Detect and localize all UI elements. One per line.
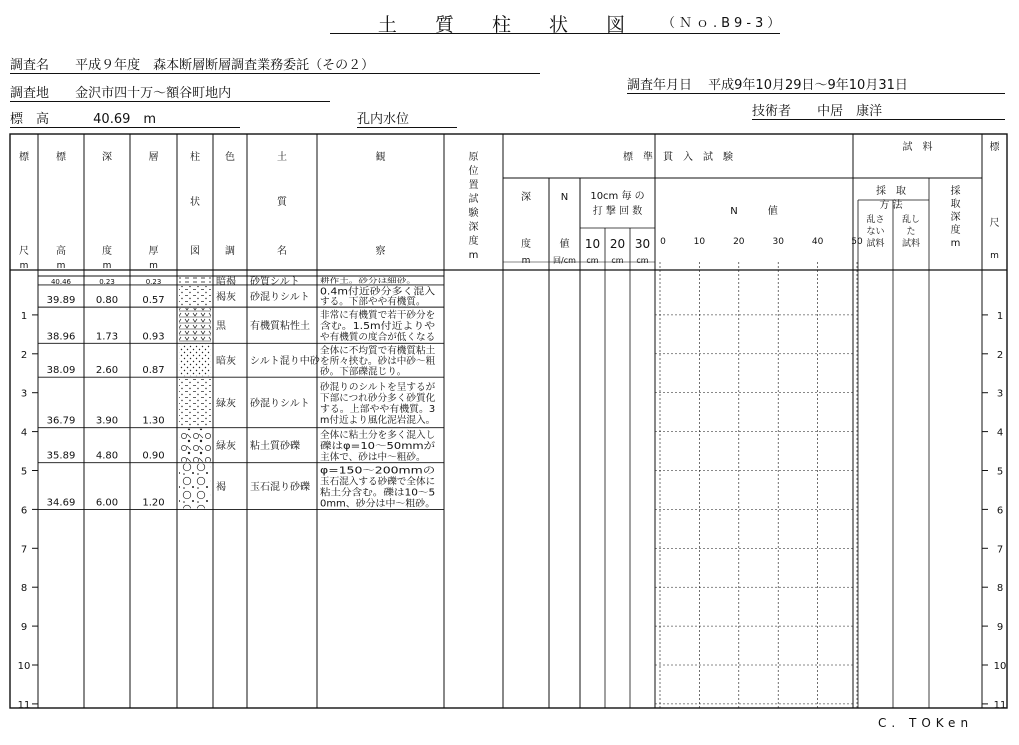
layer-elevation: 38.96 <box>46 331 76 343</box>
col-sample-undisturbed: ない <box>866 227 885 237</box>
layer-depth: 1.73 <box>95 331 119 343</box>
site-name: 金沢市四十万～額谷町地内 <box>75 86 232 101</box>
layer-color: 黒 <box>216 321 226 333</box>
col-spt-blow-30: 30 <box>634 237 651 251</box>
date-label: 調査年月日 <box>627 78 693 93</box>
n-value-tick: 30 <box>772 237 784 247</box>
layer-pattern <box>179 378 211 427</box>
col-spt-title: 標 準 貫 入 試 験 <box>623 152 733 163</box>
col-scale-right: 標 <box>989 142 1000 153</box>
scale-mark-right: 7 <box>996 544 1004 556</box>
col-observation: 観 <box>375 152 386 163</box>
col-thickness: 厚 <box>148 246 159 257</box>
col-spt-depth: 度 <box>521 239 531 250</box>
col-soil: 質 <box>277 197 287 208</box>
layer-observation: 0mm、砂分は中～粗砂。 <box>320 498 431 510</box>
layer-soil-name: 砂混りシルト <box>250 398 310 410</box>
scale-mark-right: 6 <box>996 505 1004 517</box>
col-spt-blow-20: 20 <box>609 237 626 251</box>
col-insitu-depth: 深 <box>468 222 479 233</box>
col-insitu-depth: 置 <box>468 180 479 191</box>
col-color: 色 <box>225 152 235 163</box>
col-insitu-depth: 原 <box>468 152 479 163</box>
scale-mark-left: 6 <box>20 505 28 517</box>
layer-observation: m付近より風化泥岩混入。 <box>320 414 434 426</box>
company-mark: C. TOKen <box>878 716 974 730</box>
layer-observation: 非常に有機質で若干砂分を <box>320 310 435 322</box>
col-color: 調 <box>225 246 235 257</box>
col-depth: 深 <box>102 152 112 163</box>
col-elevation: 標 <box>56 152 66 163</box>
layer-soil-name: シルト混り中砂 <box>250 356 320 368</box>
layer-elevation: 38.09 <box>46 365 76 377</box>
col-spt-blow-unit: cm <box>611 256 624 265</box>
scale-mark-right: 2 <box>996 349 1004 361</box>
layer-elevation: 34.69 <box>46 497 76 509</box>
col-spt-depth: 深 <box>521 192 531 203</box>
layer-thickness: 0.57 <box>142 295 165 307</box>
layer-elevation: 40.46 <box>50 277 72 286</box>
col-insitu-depth: 度 <box>468 236 479 247</box>
col-scale-unit: m <box>19 261 29 271</box>
col-observation: 察 <box>375 246 386 257</box>
layer-soil-name: 粘土質砂礫 <box>250 441 300 453</box>
col-scale-right: 尺 <box>989 218 1000 229</box>
col-sample-depth: 度 <box>950 225 961 236</box>
col-column: 状 <box>190 197 200 208</box>
layer-observation: 主体で、砂は中～粗砂。 <box>320 452 425 464</box>
layer-observation: 耕作土。砂分は細砂。 <box>320 276 385 285</box>
layer-depth: 3.90 <box>95 415 119 427</box>
n-value-tick: 40 <box>811 237 824 247</box>
col-scale-right-unit: m <box>990 251 999 261</box>
layer-observation: 礫はφ=10～50mmが <box>320 441 415 453</box>
layer-observation: 全体に不均質で有機質粘土 <box>320 345 435 357</box>
layer-pattern <box>179 464 211 509</box>
col-insitu-depth: m <box>468 250 479 261</box>
layer-pattern <box>179 286 211 306</box>
col-sample-disturbed: 乱し <box>901 215 921 225</box>
layer-observation: する。下部やや有機質。 <box>320 296 425 308</box>
n-value-tick: 10 <box>693 237 706 247</box>
layer-observation: 砂。下部礫混じり。 <box>320 366 406 378</box>
scale-mark-right: 1 <box>996 310 1004 322</box>
elevation-value: 40.69 m <box>93 112 157 127</box>
scale-mark-left: 10 <box>17 661 31 672</box>
col-spt-n-unit: 回/cm <box>553 256 576 265</box>
layer-observation: 砂混りのシルトを呈するが <box>320 381 434 393</box>
layer-observation: 下部につれ砂分多く砂質化 <box>320 392 434 404</box>
col-sample-depth: 深 <box>950 212 961 223</box>
col-spt-depth-unit: m <box>521 256 531 266</box>
scale-mark-left: 4 <box>20 427 28 439</box>
layer-thickness: 1.30 <box>142 415 165 427</box>
scale-mark-right: 9 <box>996 622 1004 634</box>
layer-color: 緑灰 <box>216 398 236 410</box>
layer-observation: 玉石混入する砂礫で全体に <box>320 476 435 488</box>
col-scale: 標 <box>19 152 29 163</box>
col-column: 柱 <box>190 152 200 163</box>
layer-observation: を所々挟む。砂は中砂～粗 <box>320 356 435 368</box>
layer-thickness: 0.23 <box>145 277 162 286</box>
layer-depth: 6.00 <box>95 497 119 509</box>
layer-color: 褐灰 <box>216 292 236 304</box>
engineer-name: 中居 康洋 <box>817 104 883 119</box>
col-sample-disturbed: た <box>906 227 916 237</box>
col-sample-title: 試 料 <box>902 142 933 153</box>
survey-date: 平成9年10月29日～9年10月31日 <box>708 78 908 93</box>
layer-thickness: 0.93 <box>142 331 165 343</box>
col-depth-unit: m <box>102 261 112 271</box>
layer-soil-name: 砂質シルト <box>250 276 300 288</box>
col-spt-blow-unit: cm <box>636 256 649 265</box>
n-value-tick: 0 <box>660 237 666 247</box>
layer-depth: 2.60 <box>95 365 119 377</box>
layer-depth: 4.80 <box>95 450 119 462</box>
col-depth: 度 <box>102 246 112 257</box>
layer-color: 褐 <box>216 482 226 494</box>
col-sample-undisturbed: 試料 <box>866 239 885 249</box>
water-level-label: 孔内水位 <box>357 112 410 127</box>
col-sample-method: 方 法 <box>879 200 903 211</box>
page-title: 土 質 柱 状 図 <box>377 14 642 36</box>
layer-depth: 0.23 <box>99 277 115 286</box>
scale-mark-right: 11 <box>993 699 1007 711</box>
col-insitu-depth: 試 <box>468 194 479 205</box>
survey-name: 平成９年度 森本断層断層調査業務委託（その２） <box>75 58 375 73</box>
col-spt-n: N <box>560 192 569 203</box>
col-spt-blows-title: 10cm 毎 の <box>590 191 645 202</box>
layer-thickness: 0.87 <box>142 365 165 377</box>
layer-soil-name: 砂混りシルト <box>250 292 310 304</box>
layer-observation: 0.4m付近砂分多く混入 <box>320 286 421 298</box>
col-spt-n: 値 <box>559 239 570 250</box>
layer-pattern <box>179 344 211 376</box>
scale-mark-left: 3 <box>20 388 28 400</box>
col-thickness-unit: m <box>149 261 158 271</box>
layer-thickness: 1.20 <box>142 497 165 509</box>
col-sample-depth: m <box>950 238 961 249</box>
col-scale: 尺 <box>19 246 29 257</box>
scale-mark-left: 8 <box>20 583 28 595</box>
layer-soil-name: 玉石混り砂礫 <box>250 482 310 494</box>
col-n-value: N 値 <box>730 206 778 217</box>
col-sample-depth: 取 <box>950 199 961 210</box>
layer-thickness: 0.90 <box>142 450 165 462</box>
scale-mark-right: 5 <box>996 466 1004 478</box>
col-spt-blow-unit: cm <box>586 256 599 265</box>
layer-color: 暗褐 <box>216 276 236 288</box>
layer-observation: 粘土分含む。礫は10～5 <box>320 487 424 499</box>
layer-observation: 全体に粘土分を多く混入し <box>320 430 435 442</box>
layer-observation: 含む。1.5m付近よりや <box>320 321 421 333</box>
layer-elevation: 39.89 <box>46 295 76 307</box>
scale-mark-left: 1 <box>20 310 28 322</box>
site-label: 調査地 <box>10 86 50 101</box>
col-sample-undisturbed: 乱さ <box>866 215 885 225</box>
col-column: 図 <box>190 246 200 257</box>
scale-mark-left: 11 <box>17 699 31 711</box>
layer-color: 緑灰 <box>216 441 236 453</box>
sheet-number: （Ｎｏ.B9-3） <box>662 16 785 31</box>
layer-pattern <box>179 308 211 342</box>
layer-color: 暗灰 <box>216 356 236 368</box>
col-insitu-depth: 位 <box>468 166 479 177</box>
layer-pattern <box>179 277 211 284</box>
scale-mark-left: 5 <box>20 466 28 478</box>
col-spt-blow-10: 10 <box>584 237 601 251</box>
engineer-label: 技術者 <box>752 104 792 119</box>
col-soil: 土 <box>277 152 287 163</box>
scale-mark-left: 7 <box>20 544 28 556</box>
layer-observation: する。上部やや有機質。3 <box>320 403 431 415</box>
survey-name-label: 調査名 <box>10 58 50 73</box>
layer-elevation: 36.79 <box>46 415 76 427</box>
scale-mark-left: 2 <box>20 349 28 361</box>
col-elevation-unit: m <box>56 261 66 271</box>
col-sample-disturbed: 試料 <box>901 239 921 249</box>
col-sample-method: 採 取 <box>876 186 906 197</box>
scale-mark-right: 10 <box>993 661 1007 672</box>
layer-observation: φ=150～200mmの <box>320 465 436 477</box>
col-elevation: 高 <box>56 246 66 257</box>
layer-soil-name: 有機質粘性土 <box>250 321 310 333</box>
col-insitu-depth: 験 <box>468 208 479 219</box>
col-soil: 名 <box>277 246 287 257</box>
elevation-label: 標 高 <box>10 112 50 127</box>
col-spt-blows-title: 打 撃 回 数 <box>592 206 643 217</box>
layer-depth: 0.80 <box>95 295 119 307</box>
n-value-tick: 50 <box>851 237 863 247</box>
scale-mark-left: 9 <box>20 622 28 634</box>
scale-mark-right: 4 <box>996 427 1004 439</box>
layer-pattern <box>179 429 211 462</box>
layer-elevation: 35.89 <box>46 450 76 462</box>
col-sample-depth: 採 <box>950 186 961 197</box>
n-value-tick: 20 <box>733 237 745 247</box>
col-thickness: 層 <box>148 152 159 163</box>
scale-mark-right: 8 <box>996 583 1004 595</box>
scale-mark-right: 3 <box>996 388 1004 400</box>
layer-observation: や有機質の度合が低くなる <box>320 332 435 344</box>
